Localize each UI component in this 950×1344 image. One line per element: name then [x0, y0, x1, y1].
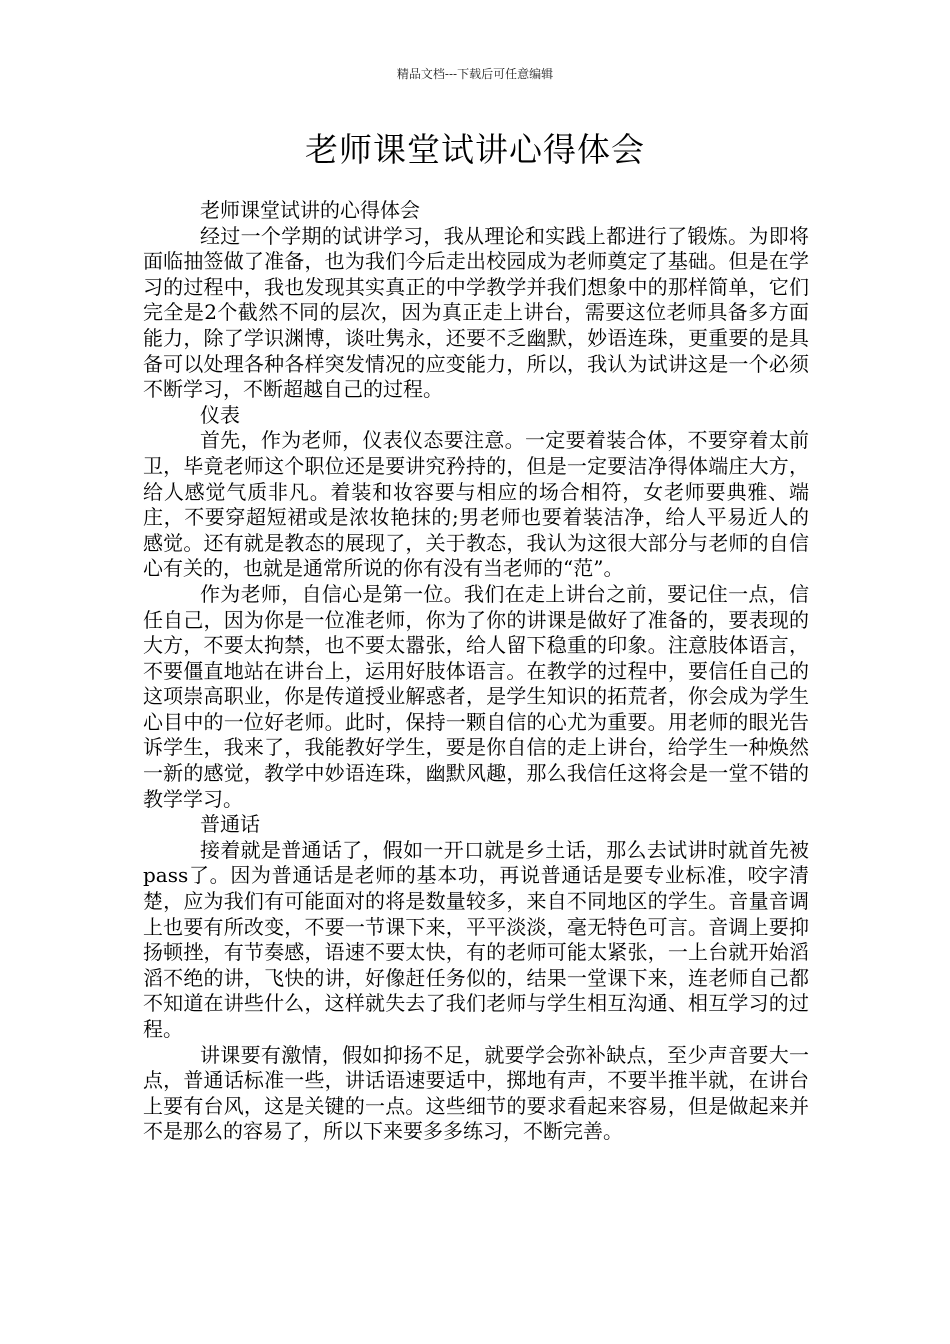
subtitle-paragraph: 老师课堂试讲的心得体会 [200, 198, 420, 222]
section-heading-appearance: 仪表 [200, 402, 240, 427]
document-title: 老师课堂试讲心得体会 [305, 130, 645, 169]
body-paragraph: 首先，作为老师，仪表仪态要注意。一定要着装合体，不要穿着太前卫，毕竟老师这个职位还是要讲究矜持的，但是一定要洁净得体端庄大方，给人感觉气质非凡。着装和妆容要与相应的场合相符，女老师要典雅、端庄，不要穿超短裙或是浓妆艳抹的;男老师也要着装洁净，给人平易近人的感觉。还有就是教态的展现了，关于教态，我认为这很大部分与老师的自信心有关的，也就是通常所说的你有没有当老师的“范”。 [143, 428, 809, 581]
body-paragraph: 接着就是普通话了，假如一开口就是乡土话，那么去试讲时就首先被pass了。因为普通话是老师的基本功，再说普通话是要专业标准，咬字清楚，应为我们有可能面对的将是数量较多，来自不同地区的学生。音量音调上也要有所改变，不要一节课下来，平平淡淡，毫无特色可言。音调上要抑扬顿挫，有节奏感，语速不要太快，有的老师可能太紧张，一上台就开始滔滔不绝的讲，飞快的讲，好像赶任务似的，结果一堂课下来，连老师自己都不知道在讲些什么，这样就失去了我们老师与学生相互沟通、相互学习的过程。 [143, 837, 809, 1041]
section-heading-mandarin: 普通话 [200, 812, 260, 837]
header-note: 精品文档---下载后可任意编辑 [396, 67, 554, 81]
document-body [143, 198, 809, 1145]
body-paragraph: 作为老师，自信心是第一位。我们在走上讲台之前，要记住一点，信任自己，因为你是一位准老师，你为了你的讲课是做好了准备的，要表现的大方，不要太拘禁，也不要太嚣张，给人留下稳重的印象。注意肢体语言，不要僵直地站在讲台上，运用好肢体语言。在教学的过程中，要信任自己的这项崇高职业，你是传道授业解惑者，是学生知识的拓荒者，你会成为学生心目中的一位好老师。此时，保持一颗自信的心尤为重要。用老师的眼光告诉学生，我来了，我能教好学生，要是你自信的走上讲台，给学生一种焕然一新的感觉，教学中妙语连珠，幽默风趣，那么我信任这将会是一堂不错的教学学习。 [143, 581, 809, 811]
body-paragraph: 讲课要有激情，假如抑扬不足，就要学会弥补缺点，至少声音要大一点，普通话标准一些，讲话语速要适中，掷地有声，不要半推半就，在讲台上要有台风，这是关键的一点。这些细节的要求看起来容易，但是做起来并不是那么的容易了，所以下来要多多练习，不断完善。 [143, 1042, 809, 1144]
body-paragraph: 经过一个学期的试讲学习，我从理论和实践上都进行了锻炼。为即将面临抽签做了准备，也为我们今后走出校园成为老师奠定了基础。但是在学习的过程中，我也发现其实真正的中学教学并我们想象中的那样简单，它们完全是2个截然不同的层次，因为真正走上讲台，需要这位老师具备多方面能力，除了学识渊博，谈吐隽永，还要不乏幽默，妙语连珠，更重要的是具备可以处理各种各样突发情况的应变能力，所以，我认为试讲这是一个必须不断学习，不断超越自己的过程。 [143, 223, 809, 402]
